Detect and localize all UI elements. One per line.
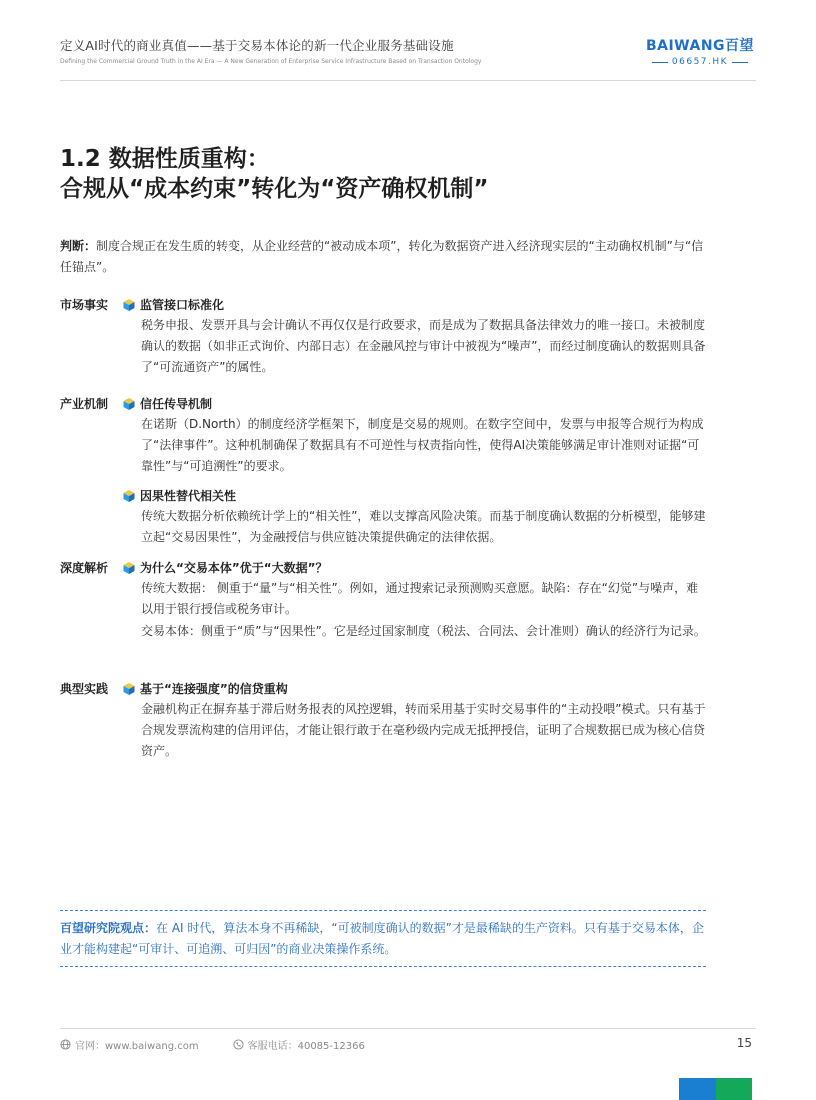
- item-heading-text: 基于“连接强度”的信贷重构: [140, 682, 288, 696]
- list-item: [122, 296, 720, 378]
- item-body: 金融机构正在摒弃基于滞后财务报表的风控逻辑，转而采用基于实时交易事件的“主动投喂”模式。只有基于合规发票流构建的信用评估，才能让银行敢于在毫秒级内完成无抵押授信，证明了合规数据已成为核心信贷资产。: [141, 702, 706, 758]
- viewpoint-text-block: [60, 911, 706, 966]
- cube-icon: [122, 397, 136, 411]
- judgment-label: 判断：: [60, 239, 97, 253]
- header-divider: [60, 80, 756, 81]
- brand-logo: [644, 38, 756, 54]
- item-heading: [122, 395, 720, 413]
- list-item: [122, 395, 720, 477]
- page-header: [60, 38, 756, 78]
- viewpoint-text: 在 AI 时代，算法本身不再稀缺，“可被制度确认的数据”才是最稀缺的生产资料。只有基于交易本体，企业才能构建起“可审计、可追溯、可归因”的商业决策操作系统。: [60, 921, 704, 956]
- divider: [60, 966, 706, 967]
- page-footer: [60, 1036, 756, 1052]
- section-title-line2: 合规从“成本约束”转化为“资产确权机制”: [60, 176, 489, 202]
- header-subtitle: Defining the Commercial Ground Truth in the AI Era — A New Generation of Enterprise Service Infrastructure Based on Transaction Ontology: [60, 58, 482, 65]
- viewpoint-callout: [60, 910, 706, 967]
- header-title: 定义AI时代的商业真值——基于交易本体论的新一代企业服务基础设施: [60, 38, 454, 53]
- block-tag: 典型实践: [60, 682, 109, 696]
- item-heading-text: 为什么“交易本体”优于“大数据”？: [140, 561, 328, 575]
- item-heading: [122, 680, 720, 698]
- section-title: [60, 144, 720, 204]
- decorative-bar-blue: [679, 1078, 716, 1100]
- list-item: [122, 680, 720, 762]
- block-deep-analysis: [60, 559, 720, 642]
- block-tag: 产业机制: [60, 397, 109, 411]
- list-item: [122, 487, 720, 548]
- cube-icon: [122, 489, 136, 503]
- website-link[interactable]: 官网：www.baiwang.com: [75, 1040, 199, 1052]
- divider: [652, 62, 668, 63]
- block-tag: 市场事实: [60, 298, 109, 312]
- judgment-text: 制度合规正在发生质的转变，从企业经营的“被动成本项”，转化为数据资产进入经济现实层的“主动确权机制”与“信任锚点”。: [60, 239, 704, 274]
- viewpoint-label: 百望研究院观点：: [60, 921, 157, 935]
- item-body: 在诺斯（D.North）的制度经济学框架下，制度是交易的规则。在数字空间中，发票与申报等合规行为构成了“法律事件”。这种机制确保了数据具有不可逆性与权责指向性，使得AI决策能够满足审计准则对证据“可靠性”与“可追溯性”的要求。: [141, 417, 704, 473]
- brand-stock-code: [644, 57, 756, 67]
- phone-text: 客服电话：40085-12366: [247, 1040, 365, 1052]
- brand-block: [644, 38, 756, 67]
- globe-icon: [60, 1039, 71, 1050]
- item-heading-text: 监管接口标准化: [140, 298, 225, 312]
- footer-divider: [60, 1028, 756, 1029]
- item-heading: [122, 296, 720, 314]
- item-body: 交易本体：侧重于“质”与“因果性”。它是经过国家制度（税法、合同法、会计准则）确认的经济行为记录。: [141, 624, 706, 638]
- decorative-bar-green: [716, 1078, 752, 1100]
- item-heading-text: 信任传导机制: [140, 397, 213, 411]
- brand-logo-cn: 百望: [725, 38, 755, 54]
- judgment-paragraph: [60, 236, 706, 278]
- cube-icon: [122, 561, 136, 575]
- item-body: 传统大数据： 侧重于“量”与“相关性”。例如，通过搜索记录预测购买意愿。缺陷：存在“幻觉”与噪声，难以用于银行授信或税务审计。: [141, 581, 699, 616]
- item-heading: [122, 559, 720, 577]
- brand-logo-text: BAIWANG: [645, 38, 726, 54]
- block-tag: 深度解析: [60, 561, 109, 575]
- cube-icon: [122, 682, 136, 696]
- website-info: [60, 1037, 199, 1052]
- divider: [732, 62, 748, 63]
- item-body: 传统大数据分析依赖统计学上的“相关性”，难以支撑高风险决策。而基于制度确认数据的分析模型，能够建立起“交易因果性”，为金融授信与供应链决策提供确定的法律依据。: [141, 509, 706, 544]
- page-number: 15: [736, 1036, 752, 1050]
- block-industry-mechanism: [60, 395, 720, 548]
- list-item: [122, 559, 720, 642]
- section-title-line1: 1.2 数据性质重构：: [60, 146, 270, 172]
- item-body: 税务申报、发票开具与会计确认不再仅仅是行政要求，而是成为了数据具备法律效力的唯一接口。未被制度确认的数据（如非正式询价、内部日志）在金融风控与审计中被视为“噪声”，而经过制度确认的数据则具备了“可流通资产”的属性。: [141, 318, 706, 374]
- stock-code-text: 06657.HK: [671, 57, 729, 67]
- phone-info: [233, 1037, 365, 1052]
- phone-icon: [233, 1039, 244, 1050]
- cube-icon: [122, 298, 136, 312]
- item-heading: [122, 487, 720, 505]
- block-typical-practice: [60, 680, 720, 762]
- block-market-facts: [60, 296, 720, 378]
- item-heading-text: 因果性替代相关性: [140, 489, 237, 503]
